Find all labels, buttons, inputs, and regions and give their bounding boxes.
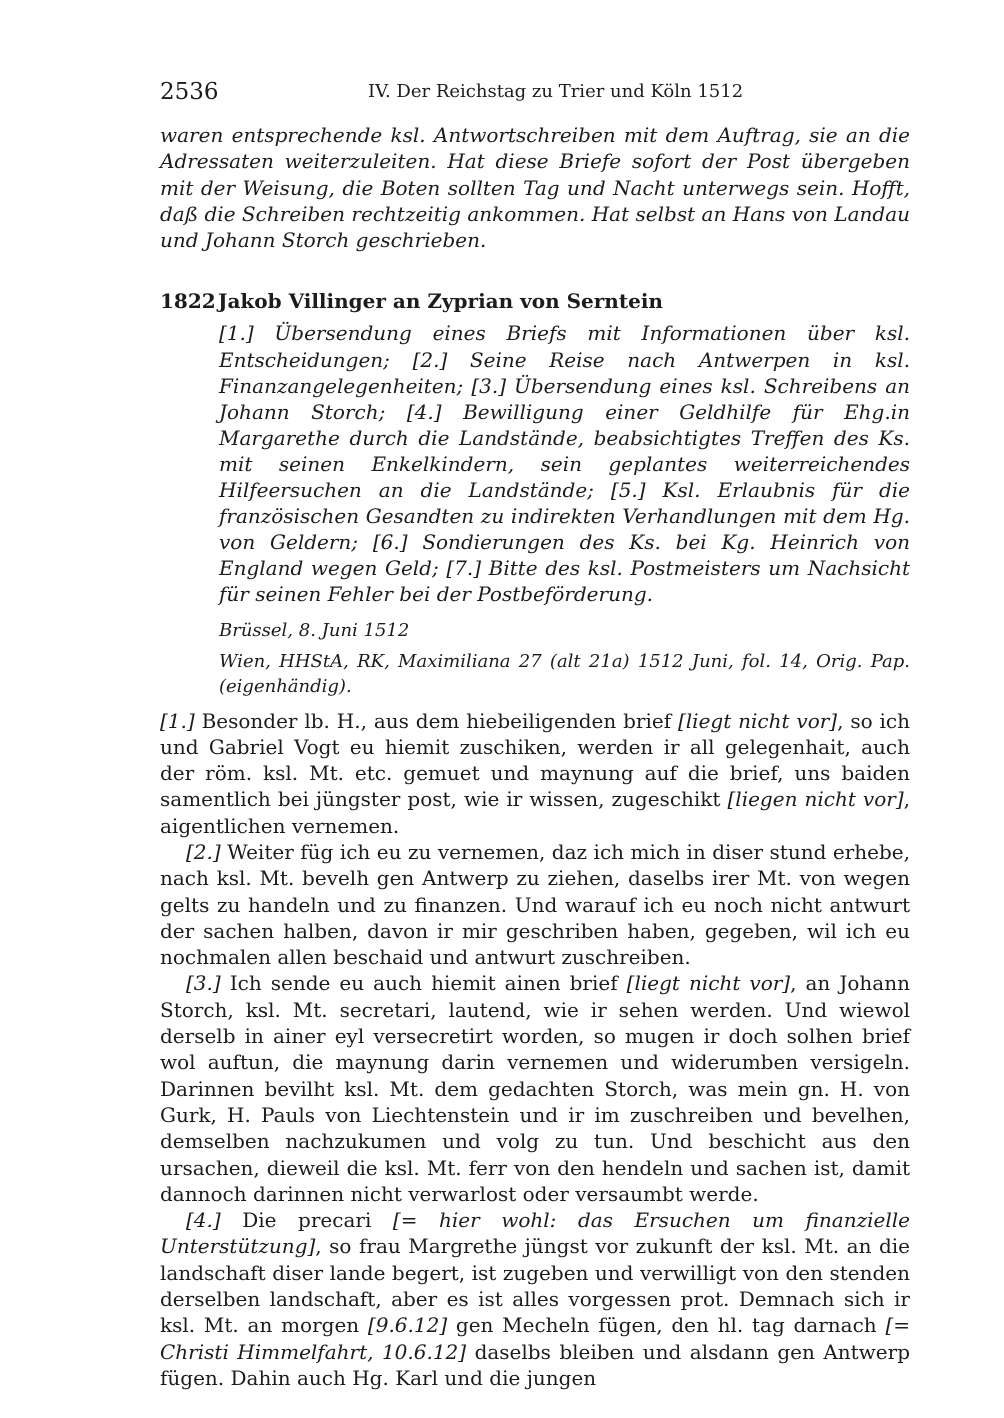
- page-number: 2536: [160, 79, 219, 105]
- document-body: [160, 708, 910, 1392]
- document-title: Jakob Villinger an Zyprian von Serntein: [218, 289, 663, 314]
- document-source: Wien, HHStA, RK, Maximiliana 27 (alt 21a) 1512 Juni, fol. 14, Orig. Pap. (eigenhändig).: [219, 650, 910, 697]
- document-page: [160, 79, 910, 1391]
- page-header: [160, 79, 910, 109]
- editorial-note: [liegen nicht vor]: [727, 787, 904, 812]
- paragraph-text: Weiter füg ich eu zu vernemen, daz ich mich in diser stund erhebe, nach ksl. Mt. bevelh gen Antwerp zu ziehen, daselbs irer Mt. von wegen gelts zu handeln und zu finanzen. Und warauf ich eu noch nicht antwurt der sachen halben, davon ir mir geschriben haben, gegeben, wil ich eu nochmalen allen beschaid und antwurt zuschreiben.: [160, 840, 910, 970]
- document-number: 1822: [160, 289, 216, 314]
- paragraph-marker: [4.]: [186, 1208, 221, 1233]
- paragraph-1: [160, 708, 910, 839]
- paragraph-text: , so frau Margrethe jüngst vor zukunft der ksl. Mt. an die landschaft diser lande begert, ist zugeben und verwilligt von den stenden derselben landschaft, aber es ist alles vorgessen prot. Demnach sich ir ksl. Mt. an morgen: [160, 1234, 910, 1338]
- paragraph-text: Besonder lb. H., aus dem hiebeiligenden brief: [194, 708, 678, 733]
- paragraph-text: , so ich und Gabriel Vogt eu hiemit zuschiken, werden ir all gelegenhait, auch der röm. ksl. Mt. etc. gemuet und maynung auf die brief, uns baiden samentlich bei jüngster post, wie ir wissen, zugeschikt: [160, 708, 911, 812]
- editorial-note: [9.6.12]: [367, 1313, 448, 1338]
- paragraph-marker: [3.]: [186, 971, 221, 996]
- paragraph-text: gen Mecheln fügen, den hl. tag darnach: [447, 1313, 886, 1338]
- paragraph-4: [160, 1207, 910, 1391]
- document-regest: [1.] Übersendung eines Briefs mit Informationen über ksl. Entscheidungen; [2.] Seine Reise nach Antwerpen in ksl. Finanzangelegenheiten; [3.] Übersendung eines ksl. Schreibens an Johann Storch; [4.] Bewilligung einer Geldhilfe für Ehg.in Margarethe durch die Landstände, beabsichtigtes Treffen des Ks. mit seinen Enkelkindern, sein geplantes weiterreichendes Hilfeersuchen an die Landstände; [5.] Ksl. Erlaubnis für die französischen Gesandten zu indirekten Verhandlungen mit dem Hg. von Geldern; [6.] Sondierungen des Ks. bei Kg. Heinrich von England wegen Geld; [7.] Bitte des ksl. Postmeisters um Nachsicht für seinen Fehler bei der Postbeförderung.: [219, 321, 910, 607]
- paragraph-2: [160, 839, 910, 970]
- paragraph-marker: [1.]: [160, 708, 195, 733]
- editorial-note: [= hier wohl: das Ersuchen um finanzielle Unterstützung]: [160, 1208, 911, 1259]
- editorial-note: [= Christi Himmelfahrt, 10.6.12]: [160, 1313, 910, 1364]
- paragraph-text: daselbs bleiben und alsdann gen Antwerp fügen. Dahin auch Hg. Karl und die jungen: [160, 1339, 910, 1390]
- paragraph-text: Ich sende eu auch hiemit ainen brief: [220, 971, 627, 996]
- document-heading: [160, 288, 910, 314]
- editorial-note: [liegt nicht vor]: [626, 971, 791, 996]
- running-head: IV. Der Reichstag zu Trier und Köln 1512: [368, 81, 744, 102]
- paragraph-text: Die precari: [220, 1208, 393, 1233]
- paragraph-text: , aigentlichen vernemen.: [160, 787, 910, 838]
- paragraph-marker: [2.]: [186, 840, 221, 864]
- paragraph-3: [160, 970, 910, 1207]
- paragraph-text: , an Johann Storch, ksl. Mt. secretari, lautend, wie ir sehen werden. Und wiewol derselb in ainer eyl versecretirt worden, so mugen ir doch solhen brief wol auftun, die maynung darin vernemen und widerumben versigeln. Darinnen bevilht ksl. Mt. dem gedachten Storch, was mein gn. H. von Gurk, H. Pauls von Liechtenstein und ir im zuschreiben und bevelhen, demselben nachzukumen und volg zu tun. Und beschicht aus den ursachen, dieweil die ksl. Mt. ferr von den hendeln und sachen ist, damit dannoch darinnen nicht verwarlost oder versaumbt werde.: [160, 971, 910, 1206]
- editorial-note: [liegt nicht vor]: [677, 708, 838, 733]
- intro-paragraph: waren entsprechende ksl. Antwortschreiben mit dem Auftrag, sie an die Adressaten weiterzuleiten. Hat diese Briefe sofort der Post übergeben mit der Weisung, die Boten sollten Tag und Nacht unterwegs sein. Hofft, daß die Schreiben rechtzeitig ankommen. Hat selbst an Hans von Landau und Johann Storch geschrieben.: [160, 123, 910, 253]
- document-date: Brüssel, 8. Juni 1512: [219, 619, 410, 641]
